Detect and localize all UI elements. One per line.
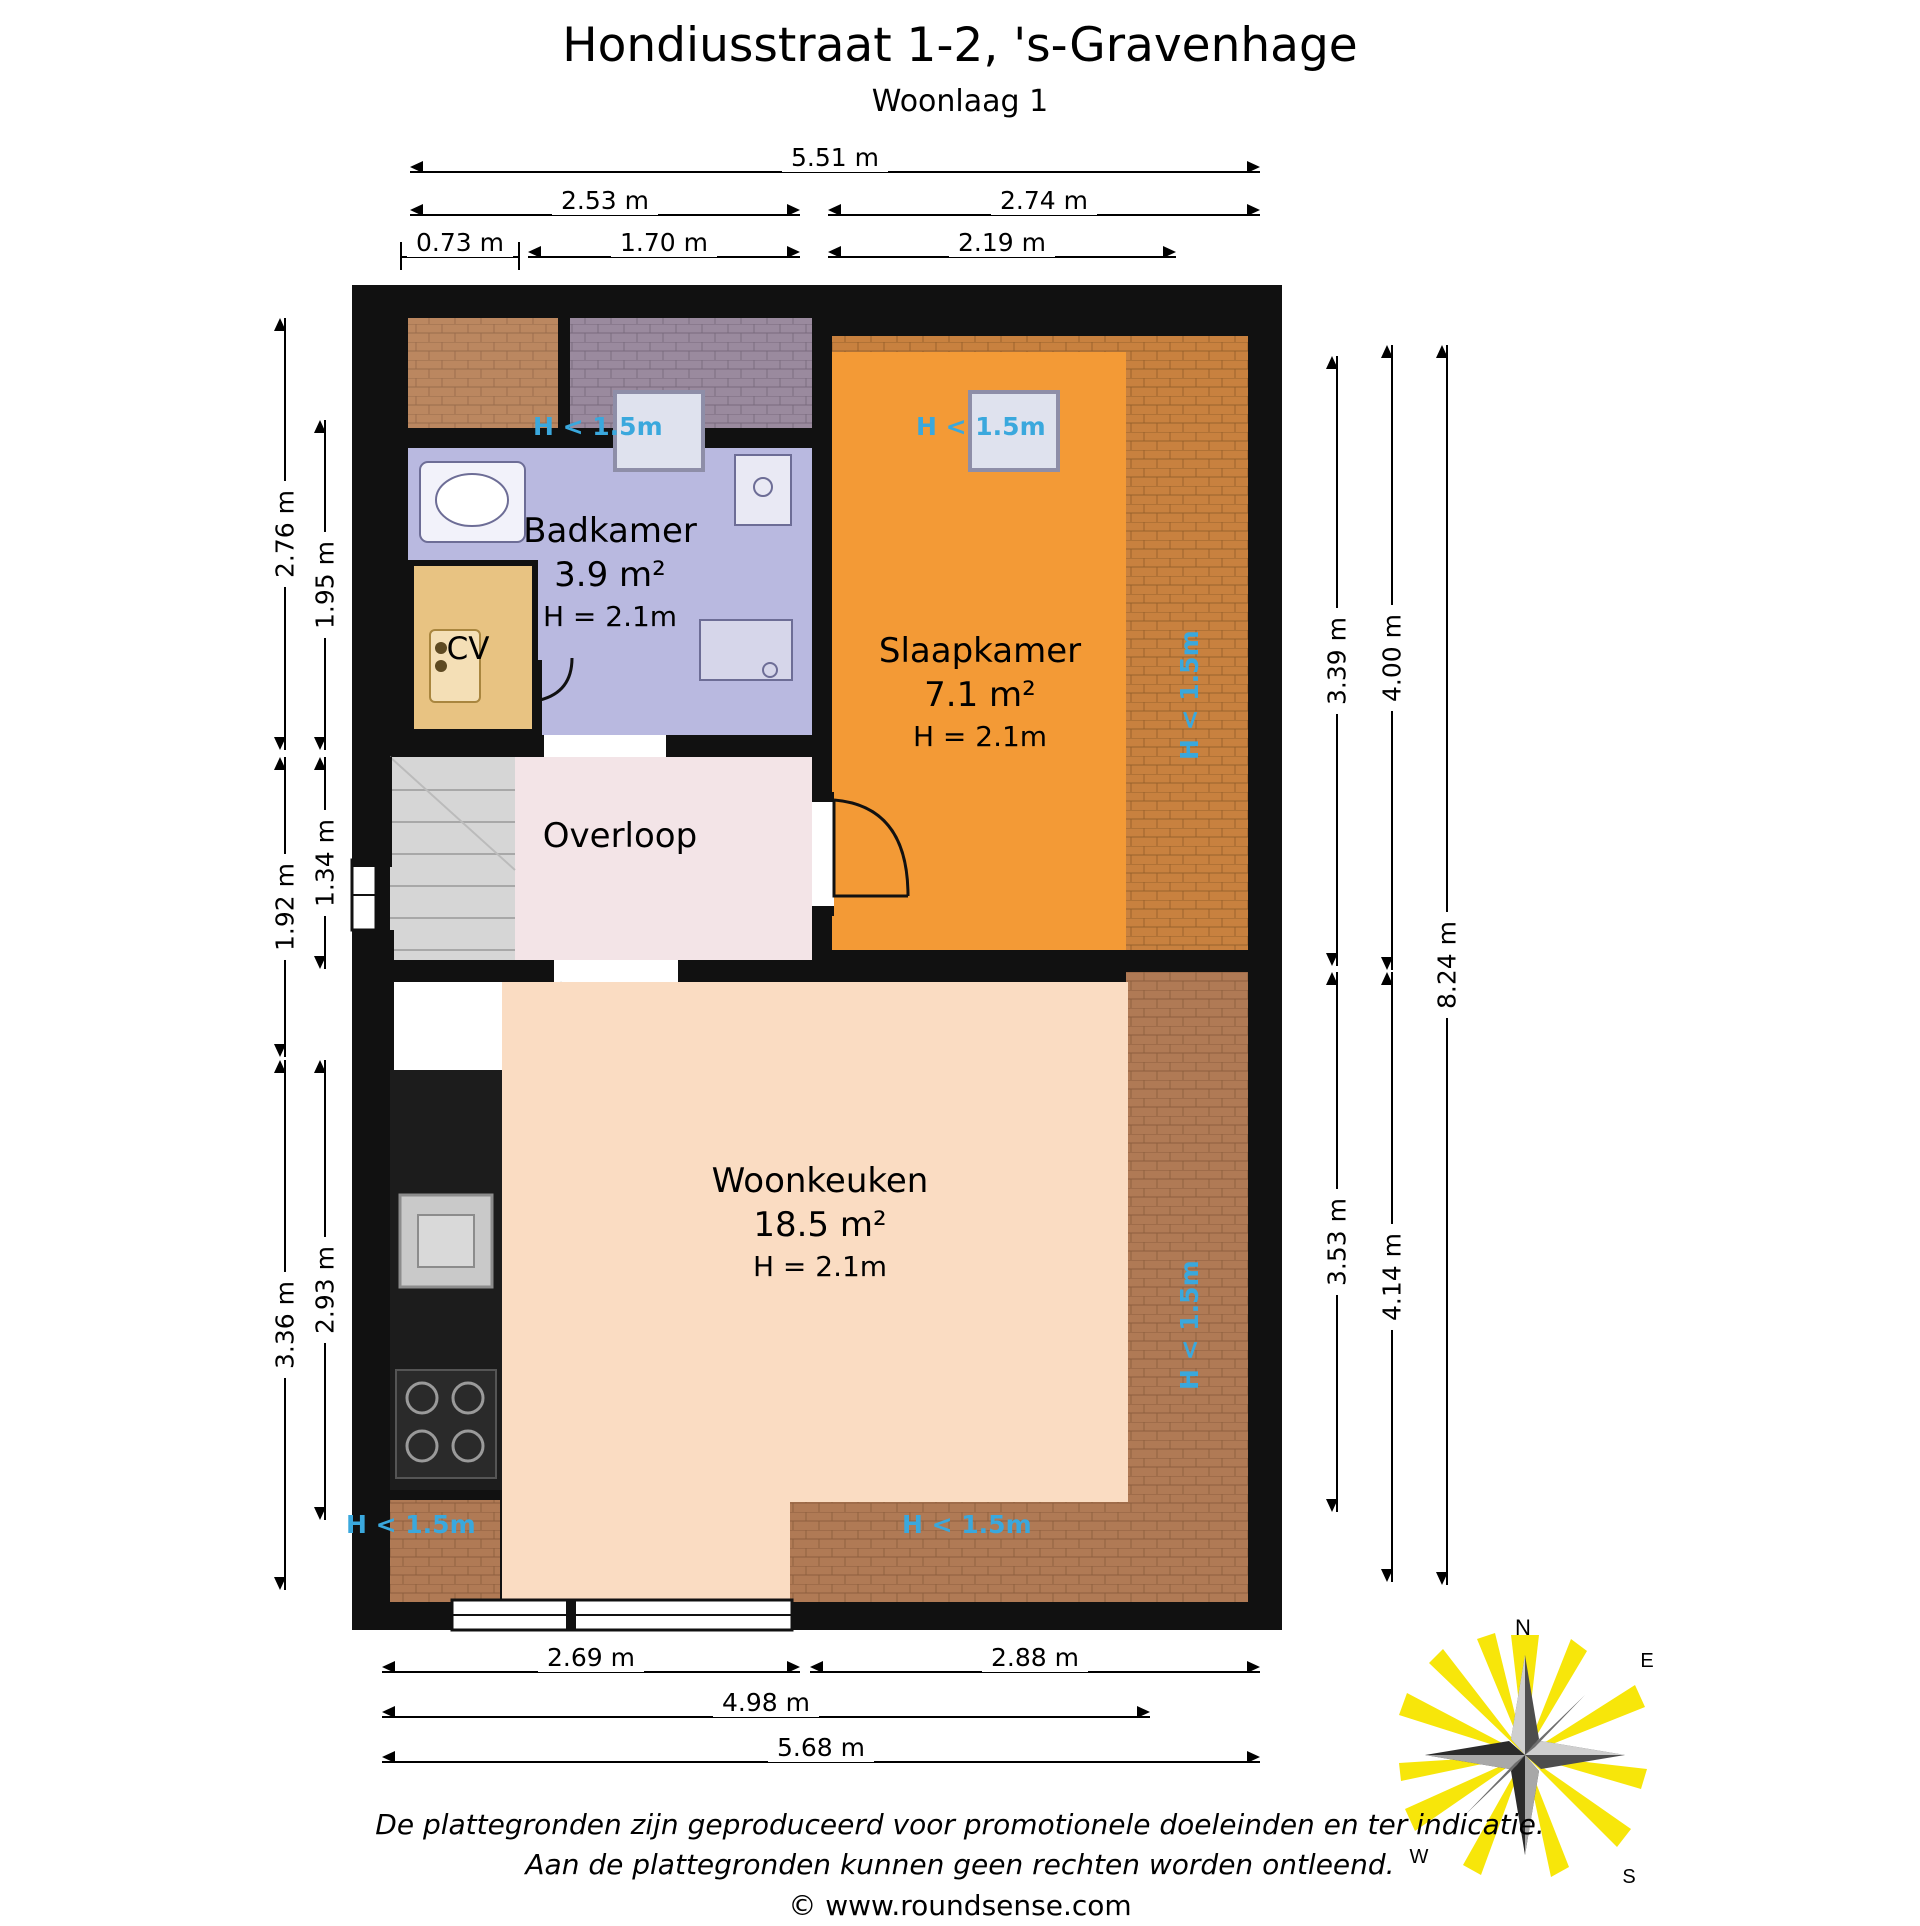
dimension-right-4-00: 4.00 m: [1375, 345, 1409, 970]
compass-east: E: [1640, 1650, 1654, 1672]
page-title: Hondiusstraat 1-2, 's-Gravenhage: [562, 18, 1358, 73]
footer-line-2: Aan de plattegronden kunnen geen rechten worden ontleend.: [525, 1848, 1395, 1881]
dimension-right-8-24: 8.24 m: [1430, 345, 1464, 1585]
height-tag-woonkeuken-bottom: H < 1.5m: [902, 1510, 1032, 1539]
room-woonkeuken: [390, 972, 1248, 1630]
dimension-top-5-51: 5.51 m: [410, 155, 1260, 189]
room-label-woonkeuken: Woonkeuken 18.5 m² H = 2.1m: [711, 1161, 929, 1284]
dimension-right-4-14: 4.14 m: [1375, 972, 1409, 1582]
height-tag-woonkeuken-right: H < 1.5m: [1175, 1260, 1204, 1390]
dimension-left-1-95: 1.95 m: [308, 420, 342, 750]
room-label-slaapkamer: Slaapkamer 7.1 m² H = 2.1m: [878, 631, 1082, 754]
room-label-cv: CV: [446, 631, 490, 667]
dimension-top-2-53: 2.53 m: [410, 198, 800, 232]
footer-copyright: © www.roundsense.com: [788, 1889, 1132, 1922]
dimension-top-2-19: 2.19 m: [828, 240, 1176, 274]
dimension-bottom-2-88: 2.88 m: [810, 1655, 1260, 1689]
dimension-bottom-4-98: 4.98 m: [382, 1700, 1150, 1734]
dimension-bottom-2-69: 2.69 m: [382, 1655, 800, 1689]
compass-north: N: [1515, 1615, 1531, 1640]
page-subtitle: Woonlaag 1: [871, 84, 1049, 119]
room-label-badkamer: Badkamer 3.9 m² H = 2.1m: [523, 511, 697, 634]
height-tag-slaapkamer-right: H < 1.5m: [1175, 630, 1204, 760]
dimension-right-3-39: 3.39 m: [1320, 356, 1354, 966]
dimension-top-1-70: 1.70 m: [528, 240, 800, 274]
height-tag-woonkeuken-left: H < 1.5m: [346, 1510, 476, 1539]
dimension-left-1-34: 1.34 m: [308, 757, 342, 969]
height-tag-slaapkamer-top: H < 1.5m: [916, 412, 1046, 441]
dimension-top-0-73: 0.73 m: [400, 240, 520, 274]
dimension-left-1-92: 1.92 m: [268, 757, 302, 1057]
dimension-left-2-93: 2.93 m: [308, 1060, 342, 1520]
dimension-right-3-53: 3.53 m: [1320, 972, 1354, 1512]
dimension-bottom-5-68: 5.68 m: [382, 1745, 1260, 1779]
compass-west: W: [1409, 1846, 1429, 1868]
dimension-top-2-74: 2.74 m: [828, 198, 1260, 232]
footer-line-1: De plattegronden zijn geproduceerd voor promotionele doeleinden en ter indicatie.: [375, 1808, 1545, 1841]
room-label-overloop: Overloop: [542, 816, 698, 856]
dimension-left-3-36: 3.36 m: [268, 1060, 302, 1590]
height-tag-badkamer-top: H < 1.5m: [533, 412, 663, 441]
door-bathroom: [540, 735, 670, 757]
compass-south: S: [1622, 1866, 1636, 1888]
dimension-left-2-76: 2.76 m: [268, 318, 302, 750]
